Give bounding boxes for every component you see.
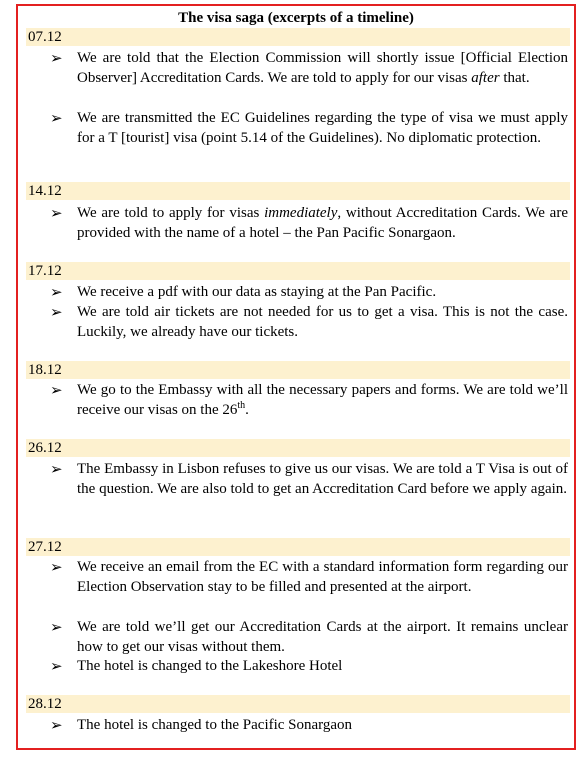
arrow-bullet-icon: ➢ xyxy=(50,618,63,636)
item-text: The Embassy in Lisbon refuses to give us our visas. We are told a T Visa is out of the question. We are also told to get an Accreditation Card before we apply again. xyxy=(77,461,568,497)
item-text: We are told we’ll get our Accreditation Cards at the airport. It remains unclear how to get our visas without them. xyxy=(77,619,568,655)
timeline-frame xyxy=(16,4,576,750)
date-band-17-12: 17.12 xyxy=(26,262,570,280)
arrow-bullet-icon: ➢ xyxy=(50,49,63,67)
date-band-27-12: 27.12 xyxy=(26,538,570,556)
arrow-bullet-icon: ➢ xyxy=(50,558,63,576)
arrow-bullet-icon: ➢ xyxy=(50,381,63,399)
document-title: The visa saga (excerpts of a timeline) xyxy=(178,10,414,26)
item-text: We receive a pdf with our data as staying at the Pan Pacific. xyxy=(77,284,437,300)
date-band-26-12: 26.12 xyxy=(26,439,570,457)
item-text: The hotel is changed to the Pacific Sonargaon xyxy=(77,717,353,733)
arrow-bullet-icon: ➢ xyxy=(50,460,63,478)
item-text: We are told that the Election Commission will shortly issue [Official Election Observer] Accreditation Cards. We are told to apply for our visas after that. xyxy=(77,50,568,86)
item-text: The hotel is changed to the Lakeshore Hotel xyxy=(77,658,343,674)
item-text: We are told to apply for visas immediately, without Accreditation Cards. We are provided with the name of a hotel – the Pan Pacific Sonargaon. xyxy=(77,205,568,241)
item-text: We are transmitted the EC Guidelines regarding the type of visa we must apply for a T [tourist] visa (point 5.14 of the Guidelines). No diplomatic protection. xyxy=(77,110,568,146)
item-text: We are told air tickets are not needed for us to get a visa. This is not the case. Luckily, we already have our tickets. xyxy=(77,304,568,340)
item-text: We receive an email from the EC with a standard information form regarding our Election Observation stay to be filled and presented at the airport. xyxy=(77,559,568,595)
date-band-14-12: 14.12 xyxy=(26,182,570,200)
arrow-bullet-icon: ➢ xyxy=(50,204,63,222)
date-band-07-12: 07.12 xyxy=(26,28,570,46)
date-band-28-12: 28.12 xyxy=(26,695,570,713)
arrow-bullet-icon: ➢ xyxy=(50,303,63,321)
arrow-bullet-icon: ➢ xyxy=(50,657,63,675)
arrow-bullet-icon: ➢ xyxy=(50,283,63,301)
arrow-bullet-icon: ➢ xyxy=(50,109,63,127)
date-band-18-12: 18.12 xyxy=(26,361,570,379)
item-text: We go to the Embassy with all the necessary papers and forms. We are told we’ll receive our visas on the 26th. xyxy=(77,382,568,418)
arrow-bullet-icon: ➢ xyxy=(50,716,63,734)
